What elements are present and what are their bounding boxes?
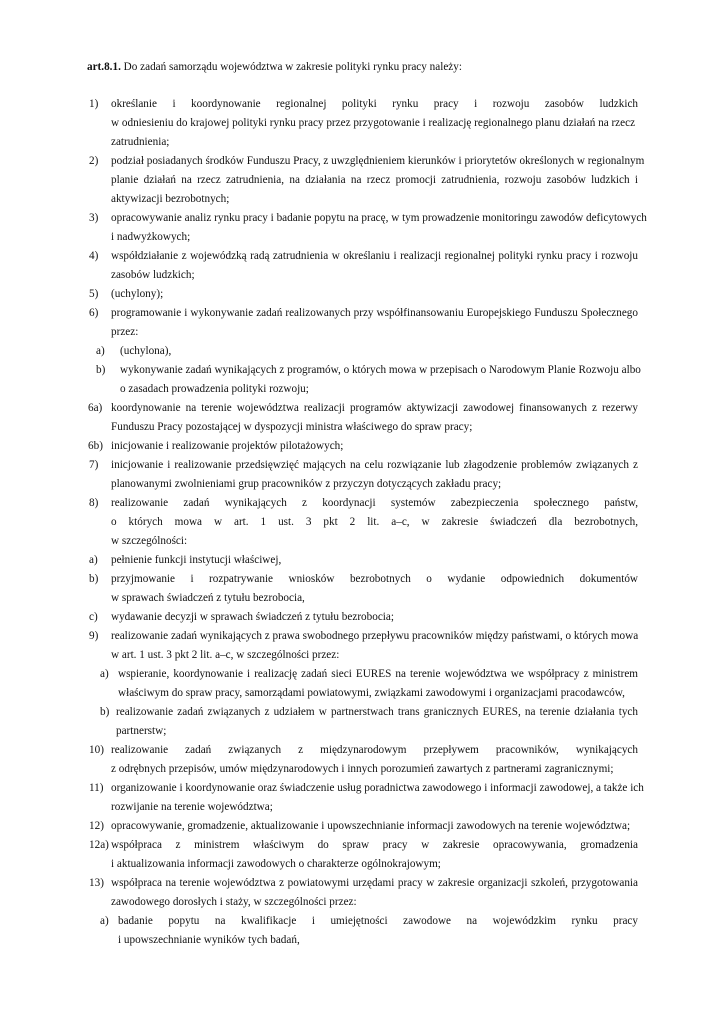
list-item <box>89 836 638 874</box>
item-number: 9) <box>89 630 99 642</box>
list-item <box>88 399 638 437</box>
item-number: a) <box>96 345 105 357</box>
item-text-line: o których mowa w art. 1 ust. 3 pkt 2 lit. a–c, w zakresie świadczeń dla bezrobotnych, <box>111 515 638 528</box>
item-number: 2) <box>89 155 99 167</box>
item-text-line: (uchylony); <box>111 288 164 300</box>
item-number: 10) <box>89 744 104 756</box>
item-number: c) <box>89 611 98 623</box>
item-text-line: programowanie i wykonywanie zadań realizowanych przy współfinansowaniu Europejskiego Funduszu Społecznego <box>111 307 638 319</box>
list-item <box>96 342 638 361</box>
item-text-line: przez: <box>111 325 139 338</box>
item-text-line: koordynowanie na terenie województwa realizacji programów aktywizacji zawodowej finansowanych z rezerwy <box>111 402 638 414</box>
item-text-line: inicjowanie i realizowanie projektów pilotażowych; <box>111 440 344 452</box>
item-text-line: aktywizacji bezrobotnych; <box>111 192 230 205</box>
item-text-line: planowanymi zwolnieniami grup pracowników z przyczyn dotyczących zakładu pracy; <box>111 477 502 490</box>
item-text-line: i aktualizowania informacji zawodowych o charakterze ogólnokrajowym; <box>111 857 441 870</box>
list-item <box>89 741 638 779</box>
item-number: b) <box>96 364 106 376</box>
list-item <box>89 570 638 608</box>
item-text-line: (uchylona), <box>120 345 172 357</box>
item-text-line: realizowanie zadań wynikających z prawa swobodnego przepływu pracowników między państwami, o których mowa <box>111 630 639 642</box>
item-text-line: realizowanie zadań związanych z międzynarodowym przepływem pracowników, wynikających <box>111 744 638 756</box>
item-text-line: partnerstw; <box>116 724 167 737</box>
item-number: 13) <box>89 877 104 889</box>
list-item <box>89 608 638 627</box>
article-intro: Do zadań samorządu województwa w zakresie polityki rynku pracy należy: <box>123 61 462 73</box>
item-text-line: zatrudnienia; <box>111 135 170 148</box>
item-text-line: współpraca z ministrem właściwym do spraw pracy w zakresie opracowywania, gromadzenia <box>111 839 638 851</box>
item-number: 7) <box>89 459 99 471</box>
article-label: art.8.1. <box>87 61 121 73</box>
list-item <box>89 779 644 817</box>
list-item <box>89 874 638 912</box>
list-item <box>100 703 638 741</box>
item-text-line: podział posiadanych środków Funduszu Pracy, z uwzględnieniem kierunków i priorytetów określonych w regionalnym <box>111 155 645 167</box>
list-item <box>89 152 645 208</box>
item-number: 5) <box>89 288 99 300</box>
item-text-line: w art. 1 ust. 3 pkt 2 lit. a–c, w szczególności przez: <box>111 648 340 661</box>
list-item <box>89 247 638 285</box>
item-text-line: Funduszu Pracy pozostającej w dyspozycji ministra właściwego do spraw pracy; <box>111 420 473 433</box>
item-text-line: przyjmowanie i rozpatrywanie wniosków bezrobotnych o wydanie odpowiednich dokumentów <box>111 573 638 585</box>
article-heading <box>87 58 647 77</box>
item-text-line: współdziałanie z wojewódzką radą zatrudnienia w określaniu i realizacji regionalnej polityki rynku pracy i rozwoju <box>111 250 638 262</box>
item-number: a) <box>100 668 109 680</box>
list-item <box>89 817 638 836</box>
item-text-line: planie działań na rzecz zatrudnienia, na działania na rzecz promocji zatrudnienia, rozwoju zasobów ludzkich i <box>111 173 638 186</box>
list-item <box>100 912 638 950</box>
list-item <box>89 304 638 342</box>
item-text-line: z odrębnych przepisów, umów międzynarodowych i innych porozumień zawartych z partnerami zagranicznymi; <box>111 762 614 775</box>
item-number: 4) <box>89 250 99 262</box>
item-text-line: wspieranie, koordynowanie i realizację zadań sieci EURES na terenie województwa we współpracy z ministrem <box>118 668 638 680</box>
list-item <box>89 627 638 665</box>
list-item <box>89 456 638 494</box>
item-text-line: zasobów ludzkich; <box>111 268 195 281</box>
item-number: 6) <box>89 307 99 319</box>
item-text-line: i nadwyżkowych; <box>111 230 191 243</box>
list-item <box>100 665 638 703</box>
list-item <box>89 95 638 151</box>
item-text-line: zawodowego dorosłych i staży, w szczególności przez: <box>111 895 357 908</box>
item-text-line: w szczególności: <box>111 534 188 547</box>
item-text-line: w odniesieniu do krajowej polityki rynku pracy przez przygotowanie i realizację regionalnego planu działań na rzecz <box>111 116 636 129</box>
list-item <box>96 361 641 399</box>
item-text-line: w sprawach świadczeń z tytułu bezrobocia, <box>111 591 305 604</box>
item-text-line: właściwym do spraw pracy, samorządami powiatowymi, związkami zawodowymi i organizacjami pracodawców, <box>118 686 625 699</box>
item-text-line: współpraca na terenie województwa z powiatowymi urzędami pracy w zakresie organizacji szkoleń, przygotowania <box>111 877 638 889</box>
item-text-line: inicjowanie i realizowanie przedsięwzięć mających na celu rozwiązanie lub złagodzenie problemów związanych z <box>111 459 638 471</box>
item-text-line: określanie i koordynowanie regionalnej polityki rynku pracy i rozwoju zasobów ludzkich <box>111 98 638 110</box>
item-number: 3) <box>89 212 99 224</box>
item-text-line: o zasadach prowadzenia polityki rozwoju; <box>120 382 309 395</box>
item-number: 11) <box>89 782 104 794</box>
item-number: 12a) <box>89 839 109 851</box>
list-item <box>88 437 638 456</box>
item-number: b) <box>100 706 110 718</box>
item-text-line: realizowanie zadań związanych z udziałem w partnerstwach trans granicznych EURES, na terenie działania tych <box>116 706 638 718</box>
list-item <box>89 551 638 570</box>
item-number: 6b) <box>88 440 103 452</box>
item-text-line: i upowszechnianie wyników tych badań, <box>118 933 300 946</box>
list-item <box>89 285 638 304</box>
item-number: 8) <box>89 497 99 509</box>
item-text-line: wydawanie decyzji w sprawach świadczeń z tytułu bezrobocia; <box>111 611 394 623</box>
item-text-line: wykonywanie zadań wynikających z programów, o których mowa w przepisach o Narodowym Planie Rozwoju albo <box>120 364 641 376</box>
item-text-line: badanie popytu na kwalifikacje i umiejętności zawodowe na wojewódzkim rynku pracy <box>118 915 638 927</box>
item-number: 12) <box>89 820 104 832</box>
list-item <box>89 494 638 550</box>
item-text-line: opracowywanie analiz rynku pracy i badanie popytu na pracę, w tym prowadzenie monitoringu zawodów deficytowych <box>111 212 647 224</box>
item-text-line: rozwijanie na terenie województwa; <box>111 800 273 813</box>
item-number: b) <box>89 573 99 585</box>
item-text-line: opracowywanie, gromadzenie, aktualizowanie i upowszechnianie informacji zawodowych na terenie województwa; <box>111 820 631 832</box>
item-text-line: organizowanie i koordynowanie oraz świadczenie usług poradnictwa zawodowego i informacji zawodowej, a także ich <box>111 782 644 794</box>
item-number: a) <box>89 554 98 566</box>
item-text-line: pełnienie funkcji instytucji właściwej, <box>111 554 282 566</box>
item-number: 1) <box>89 98 99 110</box>
item-number: 6a) <box>88 402 103 414</box>
list-item <box>89 209 647 247</box>
item-number: a) <box>100 915 109 927</box>
item-text-line: realizowanie zadań wynikających z koordynacji systemów zabezpieczenia społecznego państw, <box>111 497 638 509</box>
